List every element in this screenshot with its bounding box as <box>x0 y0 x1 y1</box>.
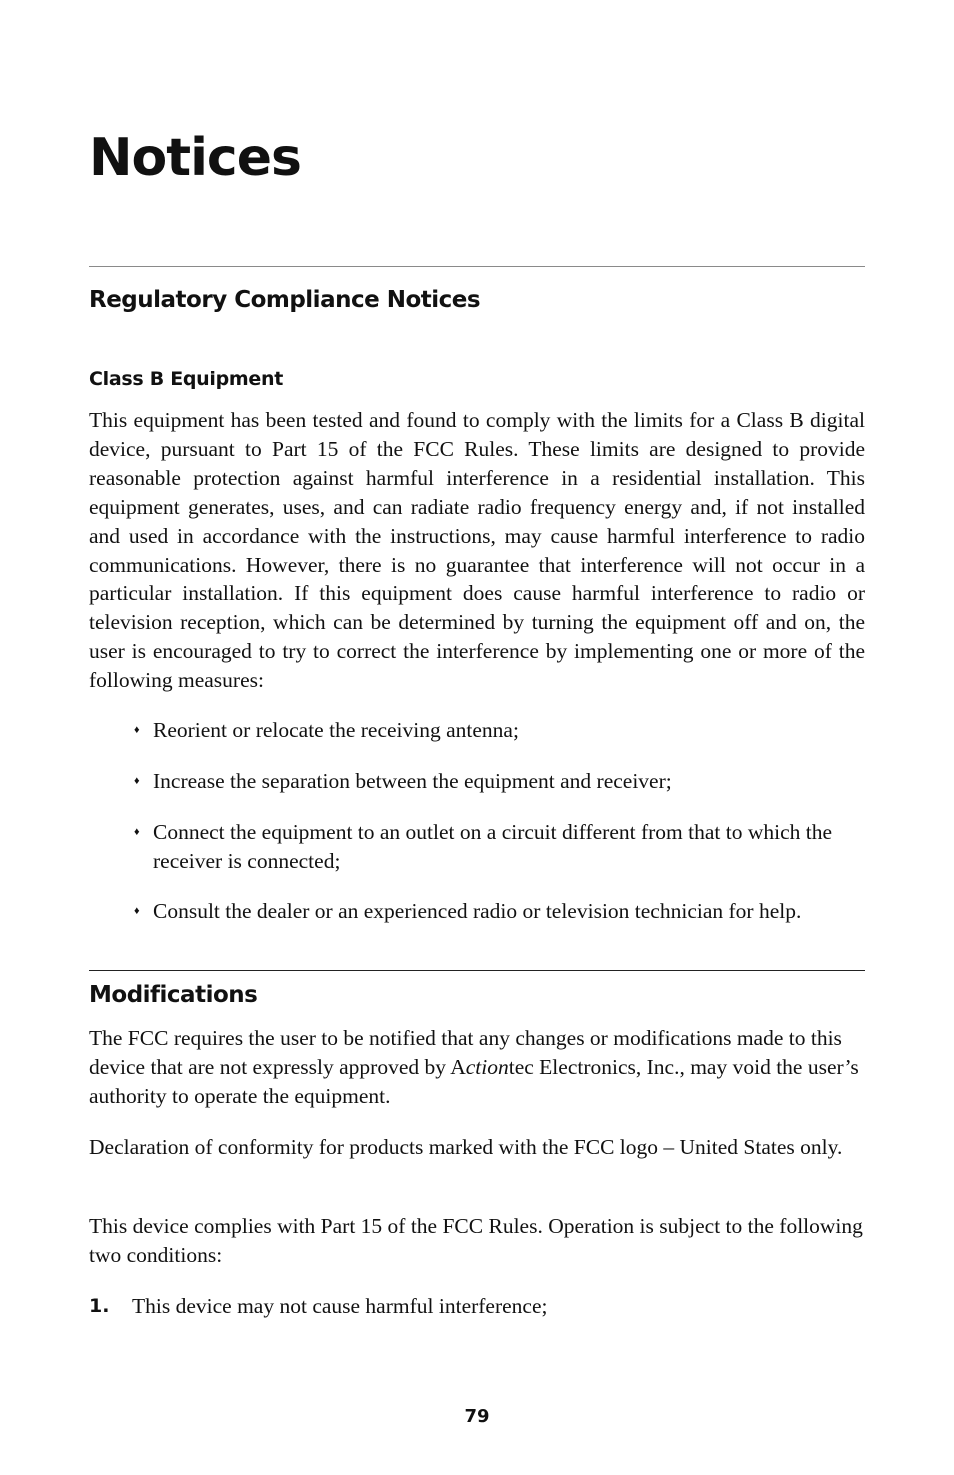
subheading-class-b: Class B Equipment <box>89 368 284 390</box>
diamond-bullet-icon: ♦ <box>134 826 140 838</box>
modifications-paragraph: The FCC requires the user to be notified that any changes or modifications made to this device that are not expressly approved by Actiontec Electronics, Inc., may void the user’s authority to operate the equipment. <box>89 1026 859 1108</box>
diamond-bullet-icon: ♦ <box>134 905 140 917</box>
list-item: ♦ Reorient or relocate the receiving antenna; <box>134 716 865 745</box>
compliance-paragraph: This device complies with Part 15 of the FCC Rules. Operation is subject to the following two conditions: <box>89 1214 863 1267</box>
section-divider <box>89 266 865 267</box>
section-heading-modifications: Modifications <box>89 982 258 1008</box>
chapter-title: Notices <box>89 128 301 188</box>
diamond-bullet-icon: ♦ <box>134 724 140 736</box>
list-item: ♦ Connect the equipment to an outlet on a circuit different from that to which the receiver is connected; <box>134 820 833 873</box>
numbered-list-item <box>89 1292 865 1321</box>
declaration-paragraph: Declaration of conformity for products marked with the FCC logo – United States only. <box>89 1135 843 1159</box>
list-item: ♦ Consult the dealer or an experienced radio or television technician for help. <box>134 897 865 926</box>
section-divider <box>89 970 865 971</box>
class-b-paragraph: This equipment has been tested and found to comply with the limits for a Class B digital device, pursuant to Part 15 of the FCC Rules. These limits are designed to provide reasonable protection against harmful interference in a residential installation. This equipment generates, uses, and can radiate radio frequency energy and, if not installed and used in accordance with the instructions, may cause harmful interference to radio communications. However, there is no guarantee that interference will not occur in a particular installation. If this equipment does cause harmful interference to radio or television reception, which can be determined by turning the equipment off and on, the user is encouraged to try to correct the interference by implementing one or more of the following measures: <box>89 408 865 693</box>
section-heading-regulatory: Regulatory Compliance Notices <box>89 287 481 313</box>
diamond-bullet-icon: ♦ <box>134 775 140 787</box>
list-number: 1. <box>89 1295 110 1317</box>
list-item: ♦ Increase the separation between the equipment and receiver; <box>134 767 865 796</box>
page-number: 79 <box>464 1406 490 1427</box>
list-item-text: This device may not cause harmful interference; <box>132 1294 548 1318</box>
